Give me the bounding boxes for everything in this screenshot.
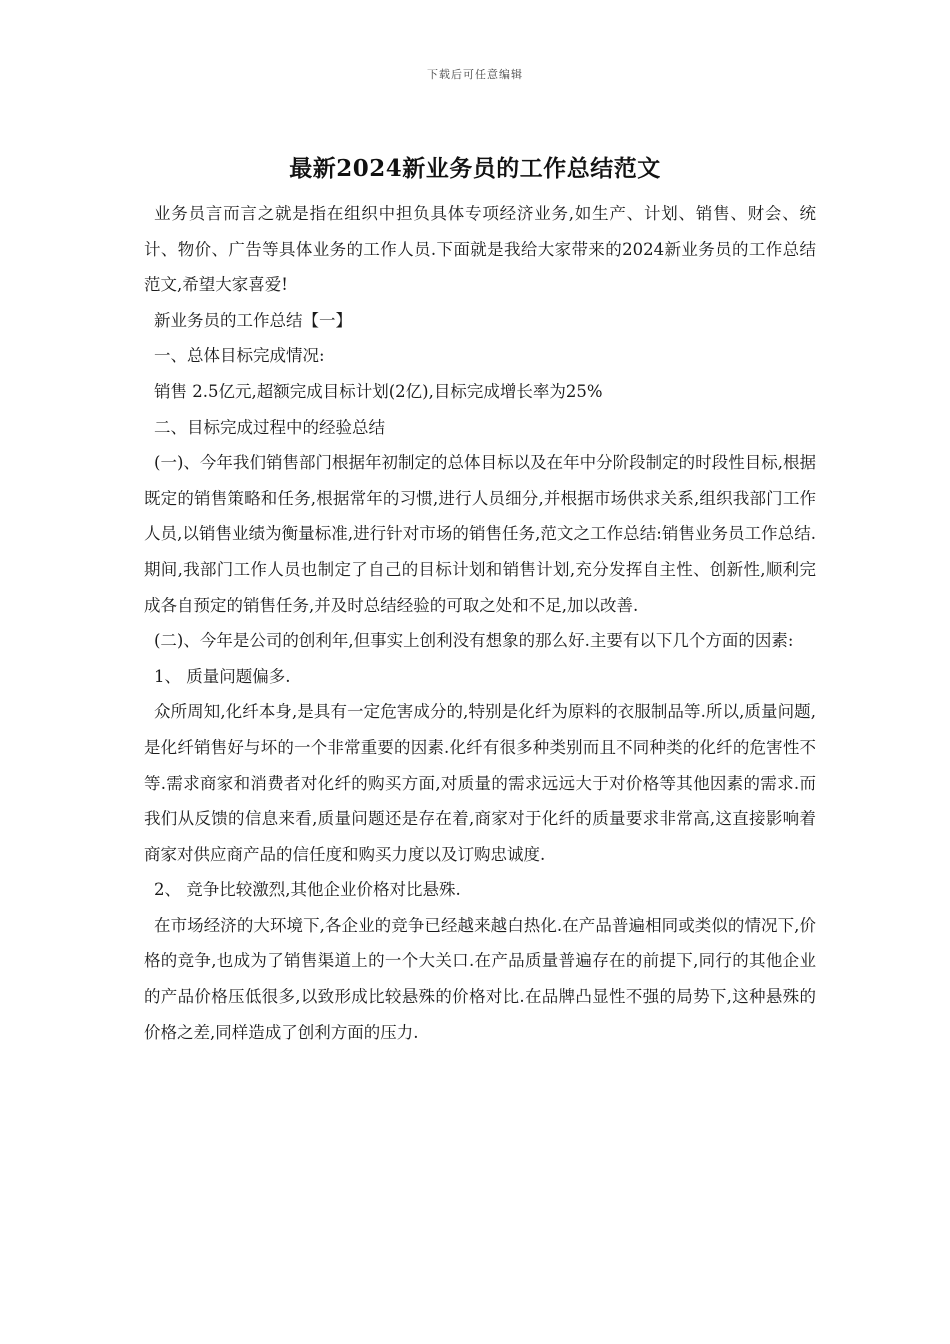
paragraph-competition: 在市场经济的大环境下,各企业的竞争已经越来越白热化.在产品普遍相同或类似的情况下,价格的竞争,也成为了销售渠道上的一个大关口.在产品质量普遍存在的前提下,同行的其他企业的产品价格压低很多,以致形成比较悬殊的价格对比.在品牌凸显性不强的局势下,这种悬殊的价格之差,同样造成了创利方面的压力. [144,915,816,1042]
document-title: 最新2024新业务员的工作总结范文 [289,155,661,182]
document-body [144,196,816,1050]
paragraph-point-one: (一)、今年我们销售部门根据年初制定的总体目标以及在年中分阶段制定的时段性目标,根据既定的销售策略和任务,根据常年的习惯,进行人员细分,并根据市场供求关系,组织我部门工作人员,以销售业绩为衡量标准,进行针对市场的销售任务,范文之工作总结:销售业务员工作总结.期间,我部门工作人员也制定了自己的目标计划和销售计划,充分发挥自主性、创新性,顺利完成各自预定的销售任务,并及时总结经验的可取之处和不足,加以改善. [144,453,816,615]
heading-competition: 2、 竞争比较激烈,其他企业价格对比悬殊. [154,880,461,900]
paragraph-point-two: (二)、今年是公司的创利年,但事实上创利没有想象的那么好.主要有以下几个方面的因素: [154,631,794,651]
section-heading-summary-one: 新业务员的工作总结【一】 [154,310,352,330]
paragraph-sales-figures: 销售 2.5亿元,超额完成目标计划(2亿),目标完成增长率为25% [154,381,603,401]
heading-quality-issues: 1、 质量问题偏多. [154,666,291,686]
header-note: 下载后可任意编辑 [427,68,523,81]
heading-goal-completion: 一、总体目标完成情况: [154,346,325,366]
heading-experience-summary: 二、目标完成过程中的经验总结 [154,417,385,437]
paragraph-intro: 业务员言而言之就是指在组织中担负具体专项经济业务,如生产、计划、销售、财会、统计、物价、广告等具体业务的工作人员.下面就是我给大家带来的2024新业务员的工作总结范文,希望大家喜爱! [144,204,816,295]
paragraph-quality-issues: 众所周知,化纤本身,是具有一定危害成分的,特别是化纤为原料的衣服制品等.所以,质量问题,是化纤销售好与坏的一个非常重要的因素.化纤有很多种类别而且不同种类的化纤的危害性不等.需求商家和消费者对化纤的购买方面,对质量的需求远远大于对价格等其他因素的需求.而我们从反馈的信息来看,质量问题还是存在着,商家对于化纤的质量要求非常高,这直接影响着商家对供应商产品的信任度和购买力度以及订购忠诚度. [144,702,816,864]
